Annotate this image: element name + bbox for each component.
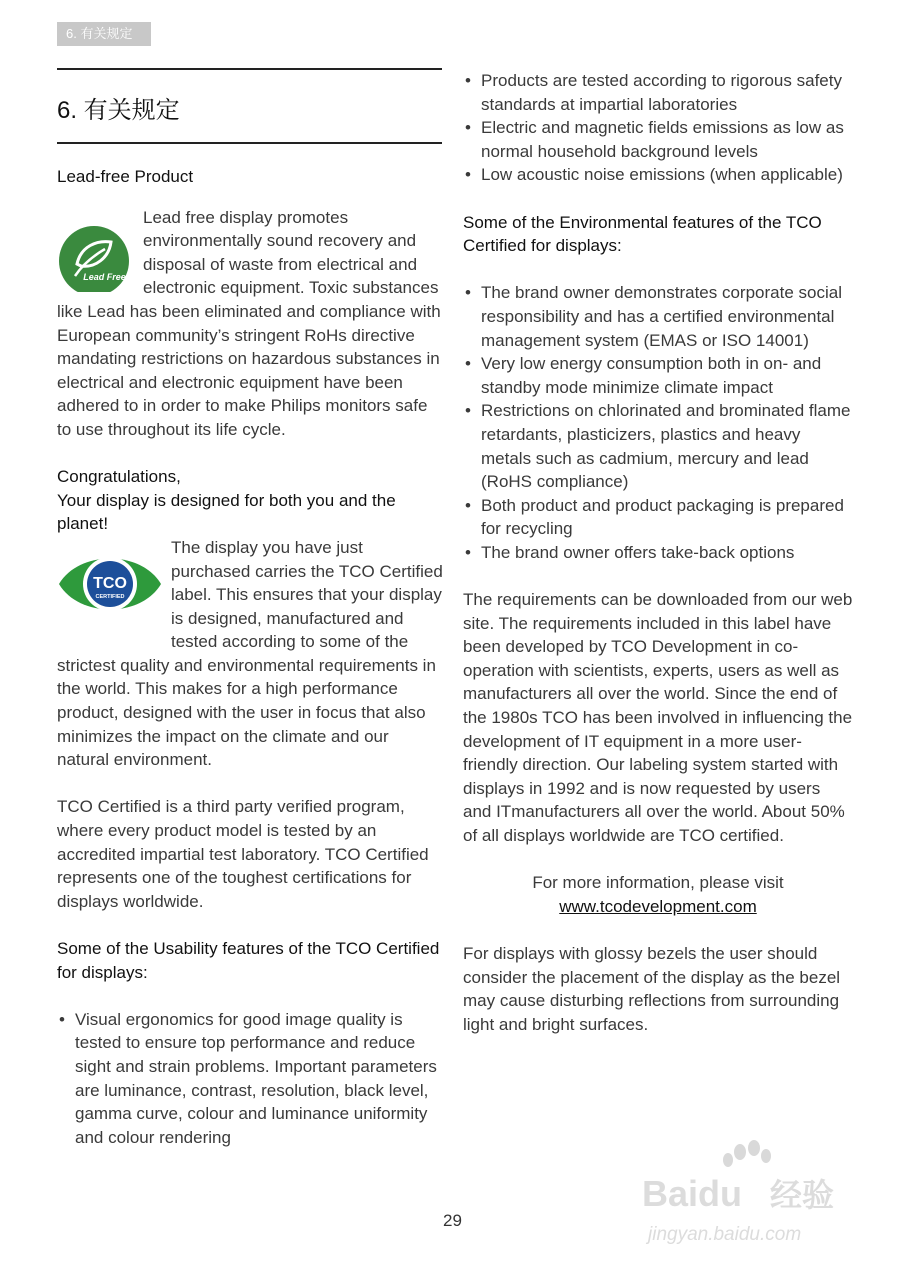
environmental-list — [463, 281, 853, 564]
svg-text:Lead Free!: Lead Free! — [83, 271, 129, 282]
tco-block — [57, 536, 445, 772]
list-item: • Low acoustic noise emissions (when applicable) — [463, 163, 853, 187]
list-item: • Electric and magnetic fields emissions as low as normal household background levels — [463, 116, 853, 163]
lead-free-heading: Lead-free Product — [57, 167, 194, 186]
section-title: 6. 有关规定 — [57, 97, 180, 124]
list-item: • Products are tested according to rigorous safety standards at impartial laboratories — [463, 69, 853, 116]
tco-website-link[interactable]: www.tcodevelopment.com — [559, 896, 757, 916]
usability-heading: Some of the Usability features of the TCO Certified for displays: — [57, 939, 440, 982]
title-rule-bottom — [57, 142, 442, 144]
list-item: • Visual ergonomics for good image quality is tested to ensure top performance and reduce sight and strain problems. Important parameters are luminance, contrast, resolution, black level, gamma curve, colour and luminance uniformity and colour rendering — [57, 1008, 445, 1150]
list-item: • The brand owner demonstrates corporate social responsibility and has a certified environmental management system (EMAS or ISO 14001) — [463, 281, 853, 352]
more-info-text: For more information, please visit — [532, 873, 784, 893]
svg-text:TCO: TCO — [93, 574, 127, 592]
list-item: • Very low energy consumption both in on- and standby mode minimize climate impact — [463, 352, 853, 399]
requirements-paragraph: The requirements can be downloaded from our web site. The requirements included in this label have been developed by TCO Development in co-operation with scientists, experts, users as well as manufacturers all over the world. Since the end of the 1980s TCO has been involved in influencing the development of IT equipment in a more user-friendly direction. Our labeling system started with displays in 1992 and is now requested by users and ITmanufacturers all over the world. About 50% of all displays worldwide are TCO certified. — [463, 590, 853, 845]
title-rule-top — [57, 68, 442, 70]
congrats-line1: Congratulations, — [57, 467, 181, 487]
lead-free-paragraph: Lead free display promotes environmentally sound recovery and disposal of waste from electrical and electronic equipment. Toxic substances like Lead has been eliminated and compliance with European community’s stringent RoHs directive mandating restrictions on hazardous substances in electrical and electronic equipment have been adhered to in order to make Philips monitors safe to use throughout its life cycle. — [57, 207, 441, 439]
right-column — [463, 69, 853, 1036]
svg-text:jingyan.baidu.com: jingyan.baidu.com — [648, 1224, 802, 1245]
section-tab: 6. 有关规定 — [57, 22, 151, 46]
congrats-line2: Your display is designed for both you and the planet! — [57, 490, 396, 534]
baidu-watermark-icon — [640, 1140, 860, 1250]
left-column — [57, 165, 445, 1149]
list-item: • Both product and product packaging is prepared for recycling — [463, 494, 853, 541]
tco-purchase-paragraph: The display you have just purchased carries the TCO Certified label. This ensures that your display is designed, manufactured and tested according to some of the strictest quality and environmental requirements in the world. This makes for a high performance product, designed with the user in focus that also minimizes the impact on the climate and our natural environment. — [57, 537, 443, 770]
svg-text:Baidu: Baidu — [642, 1173, 743, 1214]
usability-list-continued — [463, 69, 853, 187]
list-item: • The brand owner offers take-back options — [463, 541, 853, 565]
glossy-bezel-paragraph: For displays with glossy bezels the user should consider the placement of the display as the bezel may cause disturbing reflections from surrounding light and bright surfaces. — [463, 943, 841, 1034]
tco-certified-logo-icon — [57, 536, 163, 631]
lead-free-block — [57, 206, 445, 442]
svg-text:经验: 经验 — [770, 1176, 835, 1214]
usability-list — [57, 1008, 445, 1150]
lead-free-logo-icon — [57, 206, 135, 292]
list-item: • Restrictions on chlorinated and brominated flame retardants, plasticizers, plastics and heavy metals such as cadmium, mercury and lead (RoHS compliance) — [463, 399, 853, 493]
svg-text:CERTIFIED: CERTIFIED — [95, 593, 125, 600]
environmental-heading: Some of the Environmental features of the TCO Certified for displays: — [463, 212, 822, 256]
tco-certified-paragraph: TCO Certified is a third party verified program, where every product model is tested by an accredited impartial test laboratory. TCO Certified represents one of the toughest certifications for displays worldwide. — [57, 797, 429, 911]
page-number: 29 — [443, 1211, 462, 1230]
